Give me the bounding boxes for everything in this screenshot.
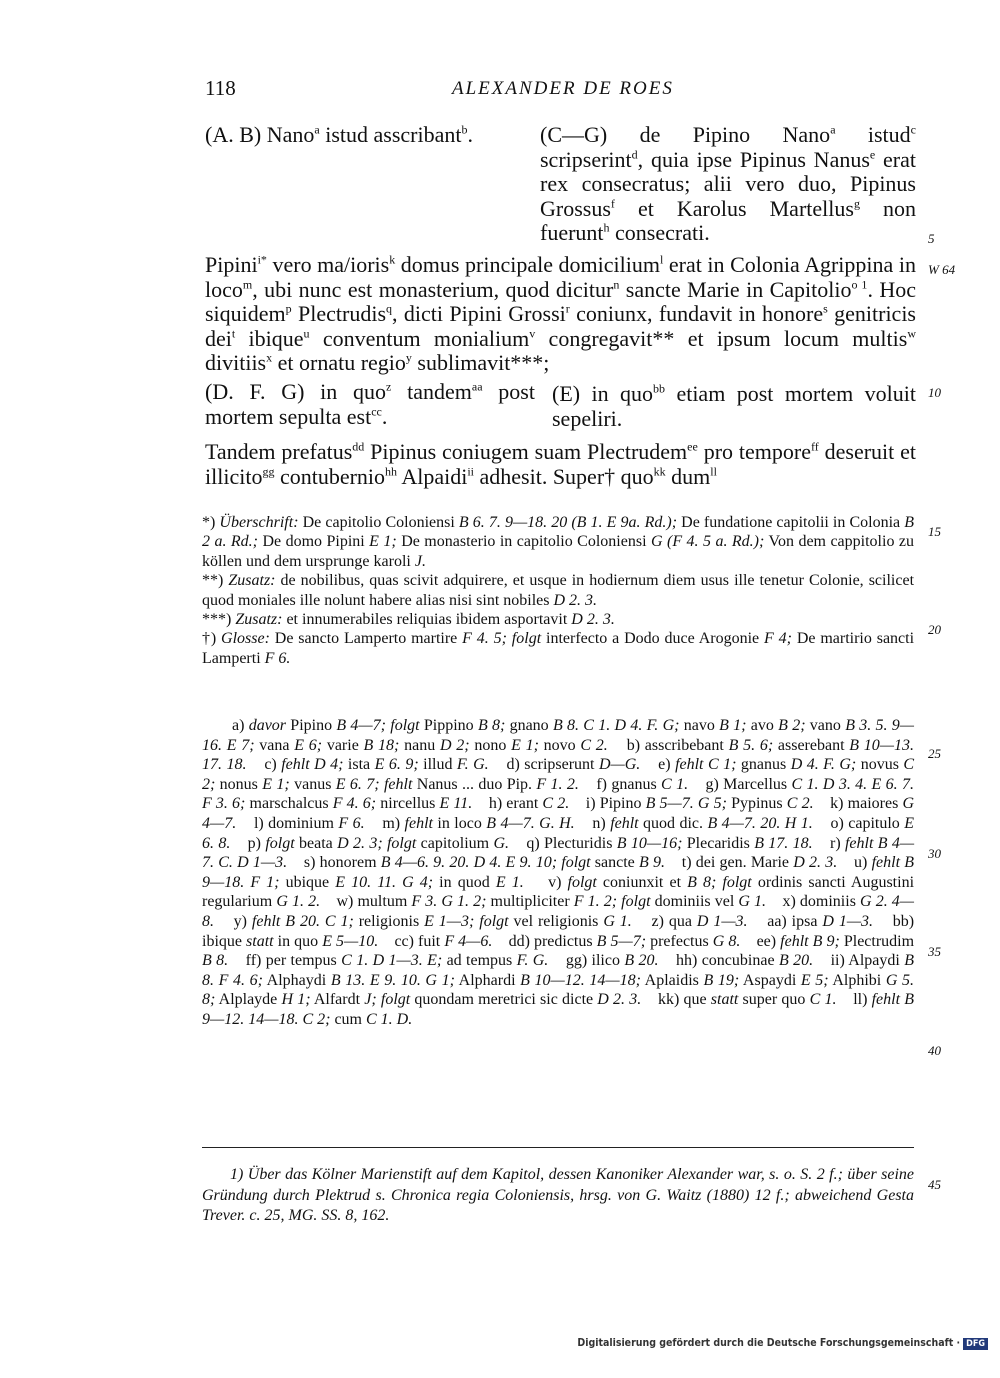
text-mid-left: (D. F. G) in quo$^z$ tandem$^{aa}$ post mortem sepulta est$^{cc}$. — [205, 379, 535, 429]
page-number: 118 — [205, 76, 236, 100]
line-number-40: 40 — [928, 1043, 941, 1058]
apparatus-note-4: †) Glosse: De sancto Lamperto martire F 4. 5; folgt interfecto a Dodo duce Arogonie F 4; De martirio sancti Lamperti F 6. — [202, 630, 915, 667]
apparatus-note-2: **) Zusatz: de nobilibus, quas scivit adquirere, et usque in hodiernum diem usus ille tenetur Colonie, scilicet quod moniales ille nolunt habere alias nisi sint nobiles D 2. 3. — [202, 572, 915, 609]
variant-readings: a) davor Pipino B 4—7; folgt Pippino B 8; gnano B 8. C 1. D 4. F. G; navo B 1; avo B 2; vano B 3. 5. 9—16. E 7; vana E 6; varie B 18; nanu D 2; nono E 1; novo C 2. b) asscribebant B 5. 6; asserebant B 10—13. 17. 18. c) fehlt D 4; ista E 6. 9; illud F. G. d) scripserunt D—G. e) fehlt C 1; gnanus D 4. F. G; novus C 2; nonus E 1; vanus E 6. 7; fehlt Nanus ... duo Pip. F 1. 2. f) gnanus C 1. g) Marcellus C 1. D 3. 4. E 6. 7. F 3. 6; marschalcus F 4. 6; nircellus E 11. h) erant C 2. i) Pipino B 5—7. G 5; Pypinus C 2. k) maiores G 4—7. l) dominium F 6. m) fehlt in loco B 4—7. G. H. n) fehlt quod dic. B 4—7. 20. H 1. o) capitulo E 6. 8. p) folgt beata D 2. 3; folgt capitolium G. q) Plecturidis B 10—16; Plecaridis B 17. 18. r) fehlt B 4—7. C. D 1—3. s) honorem B 4—6. 9. 20. D 4. E 9. 10; folgt sancte B 9. t) dei gen. Marie D 2. 3. u) fehlt B 9—18. F 1; ubique E 10. 11. G 4; in quod E 1. v) folgt coniunxit et B 8; folgt ordinis sancti Augustini regularium G 1. 2. w) multum F 3. G 1. 2; multipliciter F 1. 2; folgt dominiis vel G 1. x) dominiis G 2. 4—8. y) fehlt B 20. C 1; religionis E 1—3; folgt vel religionis G 1. z) qua D 1—3. aa) ipsa D 1—3. bb) ibique statt in quo E 5—10. cc) fuit F 4—6. dd) predictus B 5—7; prefectus G 8. ee) fehlt B 9; Plectrudim B 8. ff) per tempus C 1. D 1—3. E; ad tempus F. G. gg) ilico B 20. hh) concubinae B 20. ii) Alpaydi B 8. F 4. 6; Alphaydi B 13. E 9. 10. G 1; Alphardi B 10—12. 14—18; Aplaidis B 19; Aspaydi E 5; Alphibi G 5. 8; Alplayde H 1; Alfardt J; folgt quondam meretrici sic dicte D 2. 3. kk) que statt super quo C 1. ll) fehlt B 9—12. 14—18. C 2; cum C 1. D. — [202, 717, 915, 1028]
margin-note-w64: W 64 — [928, 262, 956, 277]
line-number-20: 20 — [928, 622, 941, 637]
text-mid-right: (E) in quo$^{bb}$ etiam post mortem voluit sepeliri. — [552, 381, 916, 431]
line-number-30: 30 — [928, 846, 941, 861]
line-number-15: 15 — [928, 524, 941, 539]
apparatus — [202, 513, 914, 668]
line-number-35: 35 — [928, 944, 941, 959]
footnote-divider — [202, 1147, 914, 1148]
line-number-5: 5 — [928, 231, 935, 246]
dfg-logo: DFG — [963, 1338, 988, 1350]
line-number-10: 10 — [928, 385, 941, 400]
line-number-25: 25 — [928, 746, 941, 761]
digitization-credit — [577, 1337, 988, 1350]
credit-text: Digitalisierung gefördert durch die Deutsche Forschungsgemeinschaft · — [577, 1337, 961, 1349]
main-paragraph-1: Pipini$^{i*}$ vero ma/ioris$^k$ domus principale domicilium$^l$ erat in Colonia Agrippina in loco$^m$, ubi nunc est monasterium, quod dicitur$^n$ sancte Marie in Capitolio$^{o 1}$. Hoc siquidem$^p$ Plectrudis$^q$, dicti Pipini Grossi$^r$ coniunx, fundavit in honore$^s$ genitricis dei$^t$ ibique$^u$ conventum monialium$^v$ congregavit** et ipsum locum multis$^w$ divitiis$^x$ et ornatu regio$^y$ sublimavit***; — [205, 252, 917, 375]
footnote-1: 1) Über das Kölner Marienstift auf dem Kapitol, dessen Kanoniker Alexander war, s. o. S. 2 f.; über seine Gründung durch Plektrud s. Chronica regia Coloniensis, hrsg. von G. Waitz (1880) 12 f.; abweichend Gesta Trever. c. 25, MG. SS. 8, 162. — [202, 1166, 914, 1224]
text-top-right: (C—G) de Pipino Nano$^a$ istud$^c$ scripserint$^d$, quia ipse Pipinus Nanus$^e$ erat rex consecratus; alii vero duo, Pipinus Grossus$^f$ et Karolus Martellus$^g$ non fuerunt$^h$ consecrati. — [540, 122, 916, 245]
text-top-left: (A. B) Nano$^a$ istud asscribant$^b$. — [205, 122, 473, 147]
line-number-45: 45 — [928, 1177, 941, 1192]
apparatus-note-1: *) Überschrift: De capitolio Coloniensi B 6. 7. 9—18. 20 (B 1. E 9a. Rd.); De fundatione capitolii in Colonia B 2 a. Rd.; De domo Pipini E 1; De monasterio in capitolio Coloniensi G (F 4. 5 a. Rd.); Von dem cappitolio zu köllen und dem ursprunge karoli J. — [202, 514, 915, 570]
running-title: ALEXANDER DE ROES — [452, 78, 674, 99]
main-paragraph-2: Tandem prefatus$^{dd}$ Pipinus coniugem suam Plectrudem$^{ee}$ pro tempore$^{ff}$ deseruit et illicito$^{gg}$ contubernio$^{hh}$ Alpaidi$^{ii}$ adhesit. Super† quo$^{kk}$ dum$^{ll}$ — [205, 439, 917, 489]
apparatus-note-3: ***) Zusatz: et innumerabiles reliquias ibidem asportavit D 2. 3. — [202, 611, 615, 629]
